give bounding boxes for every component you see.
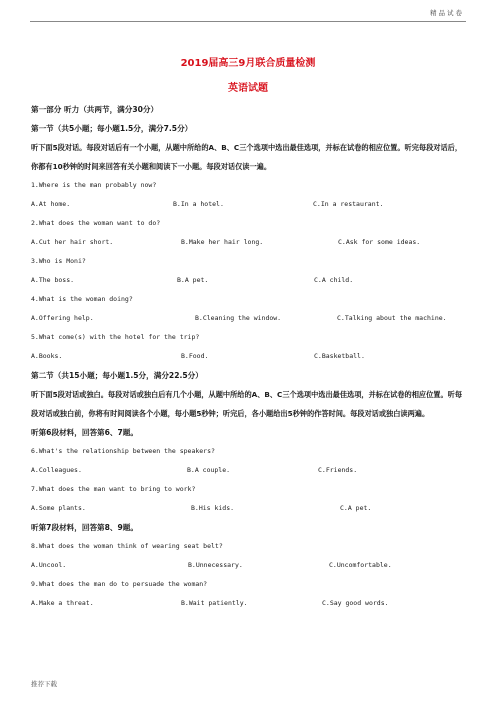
- option-row: [31, 556, 467, 575]
- group-heading: 听第7段材料，回答第8、9题。: [31, 523, 138, 532]
- option-b: B.A couple.: [187, 466, 231, 474]
- option-b: B.A pet.: [177, 276, 209, 284]
- option-b: B.His kids.: [191, 504, 235, 512]
- option-a: A.The boss.: [31, 276, 75, 284]
- option-a: A.Cut her hair short.: [31, 238, 114, 246]
- group-heading: 听第6段材料，回答第6、7题。: [31, 428, 138, 437]
- option-a: A.At home.: [31, 200, 71, 208]
- option-row: [31, 309, 467, 328]
- option-c: C.Ask for some ideas.: [338, 238, 421, 246]
- option-b: B.Unnecessary.: [188, 561, 243, 569]
- option-row: [31, 499, 467, 518]
- question-text: 9.What does the man do to persuade the woman?: [31, 580, 208, 588]
- option-c: C.A child.: [314, 276, 354, 284]
- header-label: 精品试卷: [430, 9, 464, 17]
- option-c: C.A pet.: [340, 504, 372, 512]
- question-text: 2.What does the woman want to do?: [31, 219, 161, 227]
- option-a: A.Make a threat.: [31, 599, 94, 607]
- option-row: [31, 271, 467, 290]
- option-a: A.Offering help.: [31, 314, 94, 322]
- exam-subtitle: 英语试题: [228, 83, 268, 94]
- option-b: B.In a hotel.: [173, 200, 224, 208]
- question-text: 8.What does the woman think of wearing seat belt?: [31, 542, 223, 550]
- part-heading: 第一部分 听力（共两节，满分30分）: [31, 105, 159, 114]
- exam-content: [31, 100, 467, 613]
- section-instructions: 听下面5段对话。每段对话后有一个小题，从题中所给的A、B、C三个选项中选出最佳选项，并标在试卷的相应位置。听完每段对话后，你都有10秒钟的时间来回答有关小题和阅读下一小题。每段对话仅读一遍。: [31, 143, 463, 171]
- question-text: 1.Where is the man probably now?: [31, 181, 157, 189]
- option-a: A.Colleagues.: [31, 466, 82, 474]
- exam-title: 2019届高三9月联合质量检测: [180, 58, 316, 69]
- section-heading: 第一节（共5小题；每小题1.5分，满分7.5分）: [31, 124, 193, 133]
- option-c: C.Say good words.: [322, 599, 389, 607]
- question-text: 4.What is the woman doing?: [31, 295, 133, 303]
- option-c: C.Basketball.: [314, 352, 365, 360]
- question-text: 5.What come(s) with the hotel for the trip?: [31, 333, 200, 341]
- section-heading: 第二节（共15小题；每小题1.5分，满分22.5分）: [31, 371, 203, 380]
- question-text: 7.What does the man want to bring to work?: [31, 485, 196, 493]
- option-b: B.Food.: [181, 352, 209, 360]
- option-row: [31, 233, 467, 252]
- option-a: A.Uncool.: [31, 561, 67, 569]
- option-b: B.Make her hair long.: [181, 238, 264, 246]
- option-b: B.Cleaning the window.: [195, 314, 282, 322]
- option-b: B.Wait patiently.: [181, 599, 248, 607]
- option-c: C.In a restaurant.: [313, 200, 384, 208]
- option-c: C.Uncomfortable.: [329, 561, 392, 569]
- section-instructions: 听下面5段对话或独白。每段对话或独白后有几个小题，从题中所给的A、B、C三个选项中选出最佳选项，并标在试卷的相应位置。听每段对话或独白前，你将有时间阅读各个小题，每小题5秒钟；听完后，各小题给出5秒钟的作答时间。每段对话或独白读两遍。: [31, 390, 463, 418]
- question-text: 3.Who is Moni?: [31, 257, 86, 265]
- option-c: C.Friends.: [318, 466, 358, 474]
- option-row: [31, 594, 467, 613]
- option-row: [31, 347, 467, 366]
- option-row: [31, 461, 467, 480]
- option-a: A.Books.: [31, 352, 63, 360]
- option-a: A.Some plants.: [31, 504, 86, 512]
- option-c: C.Talking about the machine.: [337, 314, 447, 322]
- footer-label: 推荐下载: [31, 680, 57, 688]
- question-text: 6.What's the relationship between the speakers?: [31, 447, 215, 455]
- header-divider: [30, 21, 466, 22]
- option-row: [31, 195, 467, 214]
